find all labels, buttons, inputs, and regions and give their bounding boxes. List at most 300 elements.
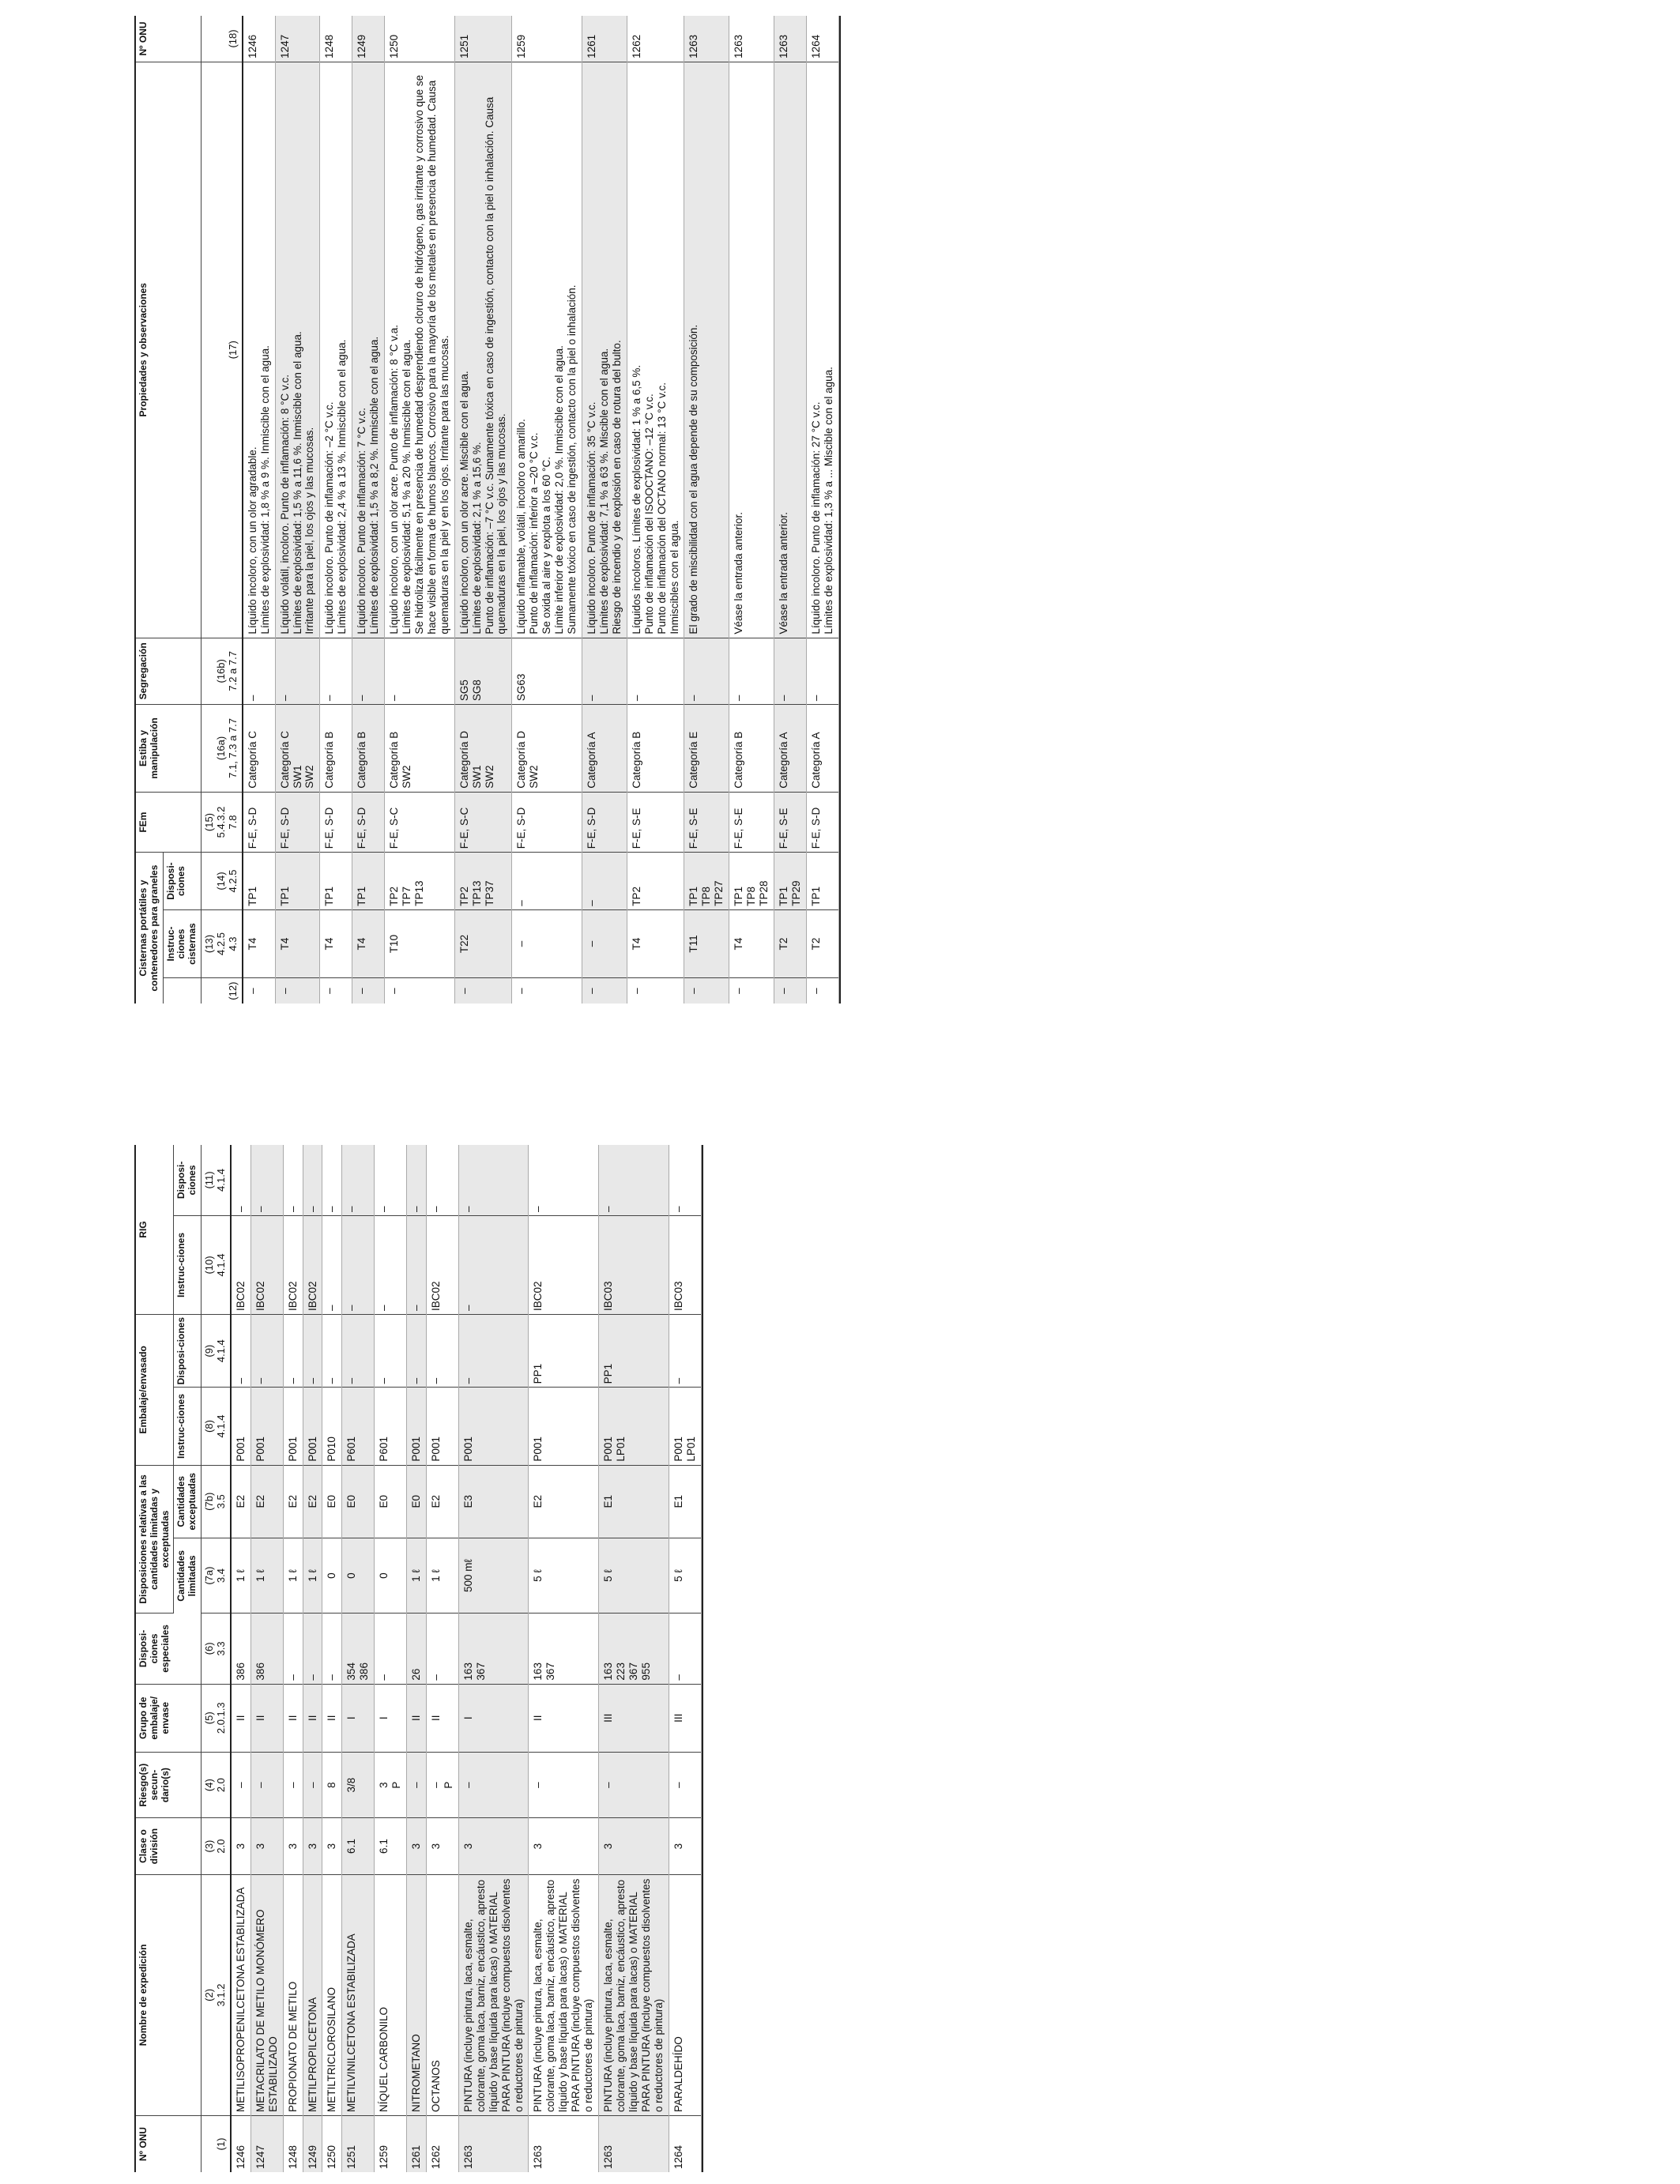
properties-cell: Véase la entrada anterior.: [729, 62, 774, 638]
header-ibc-prov: Disposi-ciones: [174, 1145, 202, 1215]
subsidiary-risk-cell: –: [529, 1752, 599, 1817]
table-row: [375, 1145, 407, 2172]
packing-provision-cell: PP1: [529, 1315, 599, 1388]
shipping-name-cell: PINTURA (incluye pintura, laca, esmalte, colorante, goma laca, barniz, encáustico, apresto líquido y base líquida para lacas) o MATERIAL PARA PINTURA (incluye compuestos disolventes o reductores de pintura): [458, 1874, 529, 2115]
table-row: [320, 16, 352, 1004]
special-provisions-cell: 163 223 367 955: [599, 1614, 669, 1684]
un-no-cell: 1247: [250, 2116, 283, 2172]
tank-instruction-cell: T4: [627, 909, 684, 978]
shipping-name-cell: PINTURA (incluye pintura, laca, esmalte, colorante, goma laca, barniz, encáustico, apresto líquido y base líquida para lacas) o MATERIAL PARA PINTURA (incluye compuestos disolventes o reductores de pintura): [599, 1874, 669, 2115]
tank-provision-cell: TP1: [275, 853, 320, 909]
shipping-name-cell: METILPROPILCETONA: [303, 1874, 322, 2115]
table-row: [352, 16, 385, 1004]
limited-quantity-cell: 1 ℓ: [427, 1538, 459, 1613]
header-pkg-instr: Instruc-ciones: [174, 1388, 202, 1465]
table-row: [599, 1145, 669, 2172]
tank-instruction-cell: T4: [320, 909, 352, 978]
class-cell: 3: [458, 1818, 529, 1874]
shipping-name-cell: METACRILATO DE METILO MONÓMERO ESTABILIZADO: [250, 1874, 283, 2115]
shipping-name-cell: METILTRICLOROSILANO: [322, 1874, 342, 2115]
col12-cell: –: [275, 978, 320, 1004]
un-no-cell: 1263: [684, 16, 729, 62]
limited-quantity-cell: 1 ℓ: [407, 1538, 427, 1613]
packing-provision-cell: PP1: [599, 1315, 669, 1388]
header-tank-prov: Disposi-ciones: [163, 853, 201, 909]
ibc-instruction-cell: –: [375, 1215, 407, 1314]
subsidiary-risk-cell: 3 P: [375, 1752, 407, 1817]
col12-cell: –: [385, 978, 455, 1004]
packing-instruction-cell: P001 LP01: [669, 1388, 701, 1465]
ems-cell: F-E, S-D: [582, 792, 627, 852]
shipping-name-cell: PINTURA (incluye pintura, laca, esmalte, colorante, goma laca, barniz, encáustico, apresto líquido y base líquida para lacas) o MATERIAL PARA PINTURA (incluye compuestos disolventes o reductores de pintura): [529, 1874, 599, 2115]
un-no-cell: 1261: [407, 2116, 427, 2172]
col12-cell: –: [806, 978, 838, 1004]
tank-provision-cell: TP1 TP8 TP27: [684, 853, 729, 909]
shipping-name-cell: NÍQUEL CARBONILO: [375, 1874, 407, 2115]
column-number: (16b) 7.2 a 7.7: [201, 638, 242, 705]
tank-instruction-cell: T4: [729, 909, 774, 978]
stowage-cell: Categoría E: [684, 705, 729, 793]
un-no-cell: 1249: [352, 16, 385, 62]
table-row: [275, 16, 320, 1004]
table-row: [322, 1145, 342, 2172]
excepted-quantity-cell: E2: [283, 1465, 303, 1538]
segregation-cell: –: [729, 638, 774, 705]
un-no-cell: 1247: [275, 16, 320, 62]
un-no-cell: 1263: [458, 2116, 529, 2172]
stowage-cell: Categoría B: [352, 705, 385, 793]
packing-provision-cell: –: [322, 1315, 342, 1388]
column-number: (11) 4.1.4: [201, 1145, 230, 1215]
tank-instruction-cell: T11: [684, 909, 729, 978]
header-un-no-right: Nº ONU: [136, 16, 201, 62]
header-stowage: Estiba y manipulación: [136, 705, 201, 793]
properties-cell: Líquido incoloro. Punto de inflamación: 27 °C v.c. Límites de explosividad: 1,3 % a ... Miscible con el agua.: [806, 62, 838, 638]
column-number: (7a) 3.4: [201, 1538, 230, 1613]
segregation-cell: –: [275, 638, 320, 705]
table-row: [458, 1145, 529, 2172]
special-provisions-cell: –: [375, 1614, 407, 1684]
excepted-quantity-cell: E1: [669, 1465, 701, 1538]
un-no-cell: 1259: [512, 16, 582, 62]
limited-quantity-cell: 500 mℓ: [458, 1538, 529, 1613]
packing-instruction-cell: P001: [407, 1388, 427, 1465]
properties-cell: Líquido incoloro, con un olor acre. Miscible con el agua. Límites de explosividad: 2,1 % a 15,6 %. Punto de inflamación: –7 °C v.c. Sumamente tóxica en caso de ingestión, contacto con la piel o inhalación. Causa quemaduras en la piel, los ojos y las mucosas.: [454, 62, 512, 638]
special-provisions-cell: 163 367: [458, 1614, 529, 1684]
packing-group-cell: II: [303, 1684, 322, 1752]
un-no-cell: 1249: [303, 2116, 322, 2172]
ems-cell: F-E, S-D: [512, 792, 582, 852]
tank-provision-cell: TP1 TP8 TP28: [729, 853, 774, 909]
column-number: (3) 2.0: [201, 1818, 230, 1874]
subsidiary-risk-cell: –: [599, 1752, 669, 1817]
excepted-quantity-cell: E0: [342, 1465, 375, 1538]
segregation-cell: SG63: [512, 638, 582, 705]
limited-quantity-cell: 5 ℓ: [669, 1538, 701, 1613]
packing-group-cell: II: [427, 1684, 459, 1752]
ibc-provision-cell: –: [375, 1145, 407, 1215]
stowage-cell: Categoría C: [243, 705, 275, 793]
column-number: (12): [201, 978, 242, 1004]
segregation-cell: –: [243, 638, 275, 705]
header-ibc-instr: Instruc-ciones: [174, 1215, 202, 1314]
col12-cell: –: [774, 978, 806, 1004]
class-cell: 3: [427, 1818, 459, 1874]
header-special-provisions: Disposi-ciones especiales: [136, 1614, 201, 1684]
table-row: [512, 16, 582, 1004]
column-number: (18): [201, 16, 242, 62]
class-cell: 3: [407, 1818, 427, 1874]
ibc-instruction-cell: –: [322, 1215, 342, 1314]
packing-instruction-cell: P001: [231, 1388, 250, 1465]
un-no-cell: 1250: [322, 2116, 342, 2172]
properties-cell: Líquido incoloro, con un olor agradable. Límites de explosividad: 1,8 % a 9 %. Inmiscible con el agua.: [243, 62, 275, 638]
table-row: [669, 1145, 701, 2172]
col12-cell: –: [512, 978, 582, 1004]
un-no-cell: 1251: [342, 2116, 375, 2172]
tank-provision-cell: TP1: [806, 853, 838, 909]
ibc-provision-cell: –: [231, 1145, 250, 1215]
header-pkg-prov: Disposi-ciones: [174, 1315, 202, 1388]
packing-group-cell: III: [599, 1684, 669, 1752]
packing-provision-cell: –: [342, 1315, 375, 1388]
column-number: (7b) 3.5: [201, 1465, 230, 1538]
col12-cell: –: [454, 978, 512, 1004]
class-cell: 3: [283, 1818, 303, 1874]
header-limited-excepted: Disposiciones relativas a las cantidades limitadas y exceptuadas: [136, 1465, 174, 1614]
limited-quantity-cell: 1 ℓ: [231, 1538, 250, 1613]
un-no-cell: 1263: [529, 2116, 599, 2172]
properties-cell: Líquido incoloro, con un olor acre. Punto de inflamación: 8 °C v.a. Límites de explosividad: 5,1 % a 20 %. Inmiscible con el agua. Se hidroliza fácilmente en presencia de humedad desprendiendo cloruro de hidrógeno, gas irritante y corrosivo que se hace visible en forma de humos blancos. Corrosivo para la mayoría de los metales en presencia de humedad. Causa quemaduras en la piel y en los ojos. Irritante para las mucosas.: [385, 62, 455, 638]
packing-instruction-cell: P601: [342, 1388, 375, 1465]
un-no-cell: 1264: [806, 16, 838, 62]
packing-instruction-cell: P001 LP01: [599, 1388, 669, 1465]
tank-instruction-cell: T22: [454, 909, 512, 978]
un-no-cell: 1250: [385, 16, 455, 62]
header-segregation: Segregación: [136, 638, 201, 705]
column-number: (4) 2.0: [201, 1752, 230, 1817]
stowage-cell: Categoría D SW2: [512, 705, 582, 793]
stowage-cell: Categoría D SW1 SW2: [454, 705, 512, 793]
limited-quantity-cell: 5 ℓ: [529, 1538, 599, 1613]
un-no-cell: 1248: [320, 16, 352, 62]
col12-cell: –: [243, 978, 275, 1004]
header-packaging: Embalaje/envasado: [136, 1315, 174, 1466]
un-no-cell: 1259: [375, 2116, 407, 2172]
subsidiary-risk-cell: –: [283, 1752, 303, 1817]
packing-instruction-cell: P001: [303, 1388, 322, 1465]
column-number: (1): [201, 2116, 230, 2172]
properties-cell: Líquidos incoloros. Límites de explosividad: 1 % a 6,5 %. Punto de inflamación del ISOOCTANO: –12 °C v.c. Punto de inflamación del OCTANO normal: 13 °C v.c. Inmiscibles con el agua.: [627, 62, 684, 638]
ibc-provision-cell: –: [342, 1145, 375, 1215]
stowage-cell: Categoría C SW1 SW2: [275, 705, 320, 793]
un-no-cell: 1262: [427, 2116, 459, 2172]
special-provisions-cell: 354 386: [342, 1614, 375, 1684]
excepted-quantity-cell: E3: [458, 1465, 529, 1538]
packing-provision-cell: –: [407, 1315, 427, 1388]
table-row: [529, 1145, 599, 2172]
column-number: (2) 3.1.2: [201, 1874, 230, 2115]
segregation-cell: –: [627, 638, 684, 705]
header-excepted: Cantidades exceptuadas: [174, 1465, 202, 1538]
subsidiary-risk-cell: 3/8: [342, 1752, 375, 1817]
table-row: [774, 16, 806, 1004]
packing-provision-cell: –: [427, 1315, 459, 1388]
shipping-name-cell: PARALDEHÍDO: [669, 1874, 701, 2115]
segregation-cell: –: [806, 638, 838, 705]
table-row: [250, 1145, 283, 2172]
properties-cell: Líquido incoloro. Punto de inflamación: –2 °C v.c. Límites de explosividad: 2,4 % a 13 %. Inmiscible con el agua.: [320, 62, 352, 638]
properties-cell: Líquido incoloro. Punto de inflamación: 7 °C v.c. Límites de explosividad: 1,5 % a 8,2 %. Inmiscible con el agua.: [352, 62, 385, 638]
ems-cell: F-E, S-E: [684, 792, 729, 852]
packing-provision-cell: –: [669, 1315, 701, 1388]
table-row: [231, 1145, 250, 2172]
subsidiary-risk-cell: – P: [427, 1752, 459, 1817]
stowage-cell: Categoría A: [806, 705, 838, 793]
tank-provision-cell: –: [512, 853, 582, 909]
excepted-quantity-cell: E0: [322, 1465, 342, 1538]
subsidiary-risk-cell: –: [250, 1752, 283, 1817]
subsidiary-risk-cell: 8: [322, 1752, 342, 1817]
ems-cell: F-E, S-E: [729, 792, 774, 852]
segregation-cell: –: [385, 638, 455, 705]
shipping-name-cell: NITROMETANO: [407, 1874, 427, 2115]
ems-cell: F-E, S-D: [243, 792, 275, 852]
limited-quantity-cell: 0: [342, 1538, 375, 1613]
packing-instruction-cell: P001: [283, 1388, 303, 1465]
tank-instruction-cell: T2: [806, 909, 838, 978]
excepted-quantity-cell: E2: [250, 1465, 283, 1538]
ibc-instruction-cell: IBC02: [303, 1215, 322, 1314]
segregation-cell: –: [582, 638, 627, 705]
ibc-instruction-cell: IBC02: [231, 1215, 250, 1314]
tank-provision-cell: TP1: [320, 853, 352, 909]
segregation-cell: –: [320, 638, 352, 705]
un-no-cell: 1246: [243, 16, 275, 62]
special-provisions-cell: –: [669, 1614, 701, 1684]
ibc-provision-cell: –: [669, 1145, 701, 1215]
packing-instruction-cell: P001: [427, 1388, 459, 1465]
limited-quantity-cell: 1 ℓ: [283, 1538, 303, 1613]
properties-cell: Líquido incoloro. Punto de inflamación: 35 °C v.c. Límites de explosividad: 7,1 % a 63 %. Miscible con el agua. Riesgo de incendio y de explosión en caso de rotura del bulto.: [582, 62, 627, 638]
class-cell: 3: [599, 1818, 669, 1874]
col12-cell: –: [627, 978, 684, 1004]
table-row: [729, 16, 774, 1004]
table-row: [303, 1145, 322, 2172]
excepted-quantity-cell: E1: [599, 1465, 669, 1538]
header-subsidiary-risk: Riesgo(s) secun-dario(s): [136, 1752, 201, 1817]
class-cell: 3: [303, 1818, 322, 1874]
ems-cell: F-E, S-E: [627, 792, 684, 852]
ibc-instruction-cell: –: [342, 1215, 375, 1314]
packing-group-cell: II: [283, 1684, 303, 1752]
tank-instruction-cell: T2: [774, 909, 806, 978]
class-cell: 6.1: [375, 1818, 407, 1874]
class-cell: 3: [231, 1818, 250, 1874]
tank-instruction-cell: T4: [243, 909, 275, 978]
packing-group-cell: II: [250, 1684, 283, 1752]
ibc-provision-cell: –: [407, 1145, 427, 1215]
table-row: [454, 16, 512, 1004]
special-provisions-cell: –: [322, 1614, 342, 1684]
col12-cell: –: [320, 978, 352, 1004]
column-number: (15) 5.4.3.2 7.8: [201, 792, 242, 852]
class-cell: 6.1: [342, 1818, 375, 1874]
shipping-name-cell: METILVINILCETONA ESTABILIZADA: [342, 1874, 375, 2115]
special-provisions-cell: –: [427, 1614, 459, 1684]
packing-group-cell: I: [458, 1684, 529, 1752]
tank-provision-cell: TP2 TP13 TP37: [454, 853, 512, 909]
tank-instruction-cell: T4: [352, 909, 385, 978]
column-number: (16a) 7.1, 7.3 a 7.7: [201, 705, 242, 793]
column-number: (10) 4.1.4: [201, 1215, 230, 1314]
ibc-instruction-cell: IBC02: [427, 1215, 459, 1314]
ibc-provision-cell: –: [250, 1145, 283, 1215]
header-un-no: Nº ONU: [136, 2116, 201, 2172]
properties-cell: Líquido inflamable, volátil, incoloro o amarillo. Punto de inflamación: inferior a –20 °C v.c. Se oxida al aire y explota a los 60 °C. Límite inferior de explosividad: 2,0 %. Inmiscible con el agua. Sumamente tóxico en caso de ingestión, contacto con la piel o inhalación.: [512, 62, 582, 638]
limited-quantity-cell: 1 ℓ: [303, 1538, 322, 1613]
subsidiary-risk-cell: –: [669, 1752, 701, 1817]
table-row: [427, 1145, 459, 2172]
excepted-quantity-cell: E0: [375, 1465, 407, 1538]
special-provisions-cell: –: [283, 1614, 303, 1684]
table-row: [407, 1145, 427, 2172]
tank-provision-cell: –: [582, 853, 627, 909]
segregation-cell: –: [684, 638, 729, 705]
ibc-provision-cell: –: [458, 1145, 529, 1215]
ibc-provision-cell: –: [427, 1145, 459, 1215]
col12-cell: –: [582, 978, 627, 1004]
table-row: [283, 1145, 303, 2172]
packing-provision-cell: –: [231, 1315, 250, 1388]
ems-cell: F-E, S-D: [352, 792, 385, 852]
special-provisions-cell: 386: [250, 1614, 283, 1684]
header-tank-instr: Instruc-ciones cisternas: [163, 909, 201, 978]
col12-cell: –: [729, 978, 774, 1004]
class-cell: 3: [250, 1818, 283, 1874]
tank-instruction-cell: –: [512, 909, 582, 978]
limited-quantity-cell: 0: [322, 1538, 342, 1613]
col12-cell: –: [352, 978, 385, 1004]
excepted-quantity-cell: E2: [427, 1465, 459, 1538]
properties-cell: Líquido volátil, incoloro. Punto de inflamación: 8 °C v.c. Límites de explosividad: 1,5 % a 11,6 %. Inmiscible con el agua. Irritante para la piel, los ojos y las mucosas.: [275, 62, 320, 638]
un-no-cell: 1263: [599, 2116, 669, 2172]
un-no-cell: 1262: [627, 16, 684, 62]
ems-cell: F-E, S-D: [806, 792, 838, 852]
class-cell: 3: [529, 1818, 599, 1874]
tank-instruction-cell: T10: [385, 909, 455, 978]
packing-group-cell: II: [529, 1684, 599, 1752]
un-no-cell: 1261: [582, 16, 627, 62]
table-row: [243, 16, 275, 1004]
shipping-name-cell: PROPIONATO DE METILO: [283, 1874, 303, 2115]
packing-instruction-cell: P001: [529, 1388, 599, 1465]
segregation-cell: –: [774, 638, 806, 705]
packing-group-cell: I: [375, 1684, 407, 1752]
properties-cell: Véase la entrada anterior.: [774, 62, 806, 638]
un-no-cell: 1248: [283, 2116, 303, 2172]
tank-provision-cell: TP2: [627, 853, 684, 909]
class-cell: 3: [322, 1818, 342, 1874]
stowage-cell: Categoría B: [320, 705, 352, 793]
limited-quantity-cell: 0: [375, 1538, 407, 1613]
excepted-quantity-cell: E2: [303, 1465, 322, 1538]
table-row: [806, 16, 838, 1004]
class-cell: 3: [669, 1818, 701, 1874]
table-row: [582, 16, 627, 1004]
packing-instruction-cell: P010: [322, 1388, 342, 1465]
header-ems: FEm: [136, 792, 201, 852]
ibc-instruction-cell: IBC02: [250, 1215, 283, 1314]
ems-cell: F-E, S-D: [275, 792, 320, 852]
special-provisions-cell: 26: [407, 1614, 427, 1684]
header-class: Clase o división: [136, 1818, 201, 1874]
ibc-provision-cell: –: [322, 1145, 342, 1215]
column-number: (8) 4.1.4: [201, 1388, 230, 1465]
right-dangerous-goods-table: [136, 16, 839, 1004]
shipping-name-cell: OCTANOS: [427, 1874, 459, 2115]
subsidiary-risk-cell: –: [407, 1752, 427, 1817]
column-number: (9) 4.1.4: [201, 1315, 230, 1388]
ibc-provision-cell: –: [599, 1145, 669, 1215]
stowage-cell: Categoría B SW2: [385, 705, 455, 793]
packing-group-cell: II: [322, 1684, 342, 1752]
ibc-instruction-cell: IBC02: [529, 1215, 599, 1314]
header-ibc: RIG: [136, 1145, 174, 1315]
packing-group-cell: II: [231, 1684, 250, 1752]
subsidiary-risk-cell: –: [458, 1752, 529, 1817]
stowage-cell: Categoría B: [729, 705, 774, 793]
header-shipping-name: Nombre de expedición: [136, 1874, 201, 2115]
ibc-instruction-cell: IBC02: [283, 1215, 303, 1314]
un-no-cell: 1263: [774, 16, 806, 62]
special-provisions-cell: 163 367: [529, 1614, 599, 1684]
right-table-panel: [134, 16, 841, 1004]
packing-group-cell: I: [342, 1684, 375, 1752]
tank-provision-cell: TP2 TP7 TP13: [385, 853, 455, 909]
tank-provision-cell: TP1 TP29: [774, 853, 806, 909]
special-provisions-cell: 386: [231, 1614, 250, 1684]
ems-cell: F-E, S-C: [385, 792, 455, 852]
column-number: (14) 4.2.5: [201, 853, 242, 909]
ibc-provision-cell: –: [529, 1145, 599, 1215]
ems-cell: F-E, S-E: [774, 792, 806, 852]
un-no-cell: 1251: [454, 16, 512, 62]
un-no-cell: 1263: [729, 16, 774, 62]
column-number: (6) 3.3: [201, 1614, 230, 1684]
ibc-instruction-cell: –: [407, 1215, 427, 1314]
header-col12-empty: [163, 978, 201, 1004]
table-row: [627, 16, 684, 1004]
column-number: (13) 4.2.5 4.3: [201, 909, 242, 978]
ibc-instruction-cell: –: [458, 1215, 529, 1314]
column-number: (5) 2.0.1.3: [201, 1684, 230, 1752]
un-no-cell: 1246: [231, 2116, 250, 2172]
ibc-provision-cell: –: [303, 1145, 322, 1215]
column-number: (17): [201, 62, 242, 638]
packing-provision-cell: –: [458, 1315, 529, 1388]
limited-quantity-cell: 5 ℓ: [599, 1538, 669, 1613]
packing-instruction-cell: P001: [250, 1388, 283, 1465]
special-provisions-cell: –: [303, 1614, 322, 1684]
header-packing-group: Grupo de embalaje/ envase: [136, 1684, 201, 1752]
header-tanks: Cisternas portátiles y contenedores para graneles: [136, 853, 163, 1004]
packing-group-cell: III: [669, 1684, 701, 1752]
table-row: [385, 16, 455, 1004]
ems-cell: F-E, S-D: [320, 792, 352, 852]
left-dangerous-goods-table: [136, 1145, 702, 2172]
properties-cell: El grado de miscibilidad con el agua depende de su composición.: [684, 62, 729, 638]
